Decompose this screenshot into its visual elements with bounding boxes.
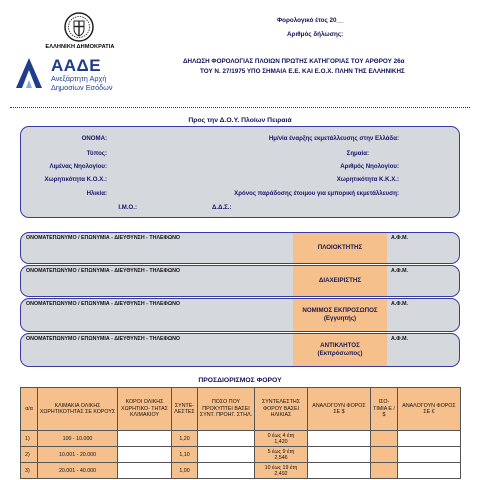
fiscal-year-label: Φορολογικό έτος 20__ [277,17,344,24]
table-row [21,463,461,479]
amount-input[interactable] [198,463,255,479]
agency-full-name [51,75,113,92]
column-header: ΙΣΟ- ΤΙΜΙΑ Ε / $ [371,388,398,431]
registry-number-label: Αριθμός Νηολογίου: [340,163,399,170]
party-row-proxy [20,333,460,367]
amount-input[interactable] [198,447,255,463]
column-header: ΣΥΝΤΕ- ΛΕΣΤΕΣ [172,388,198,431]
tax-eur-input[interactable] [398,431,461,447]
rate-value: 1,20 [172,431,198,447]
party-role-line1: ΑΝΤΙΚΛΗΤΟΣ [320,342,360,349]
header-divider [10,107,470,108]
dds-label: Δ.Δ.Σ.: [212,204,232,211]
party-role [293,299,387,331]
tax-usd-input[interactable] [308,447,371,463]
age-rate-value: 1,420 [274,438,288,445]
column-header: ΚΛΙΜΑΚΙΑ ΟΛΙΚΗΣ ΧΩΡΗΤΙΚΟΤΗΤΑΣ ΣΕ ΚΟΡΟΥΣ [38,388,118,431]
party-row-owner [20,232,460,264]
party-afm-label: Α.Φ.Μ. [391,235,409,241]
tax-usd-input[interactable] [308,431,371,447]
column-header: ΑΝΑΛΟΓΟΥΝ ΦΟΡΟΣ ΣΕ € [398,388,461,431]
column-header: ΠΟΣΟ ΠΟΥ ΠΡΟΚΥΠΤΕΙ ΒΑΣΕΙ ΣΥΝΤ. ΠΡΟΗΓ. ΣΤΗΛ. [198,388,255,431]
form-title-line1: ΔΗΛΩΣΗ ΦΟΡΟΛΟΓΙΑΣ ΠΛΟΙΩΝ ΠΡΩΤΗΣ ΚΑΤΗΓΟΡΙΑΣ ΤΟΥ ΑΡΘΡΟΥ 26α [183,58,405,65]
rate-value: 1,10 [172,447,198,463]
agency-full-name-line2: Δημοσίων Εσόδων [51,82,113,92]
greek-emblem-icon [64,12,94,42]
party-afm-label: Α.Φ.Μ. [391,301,409,307]
tax-calculation-table [20,387,461,479]
agency-full-name-line1: Ανεξάρτητη Αρχή [51,74,107,83]
tax-usd-input[interactable] [308,463,371,479]
exchange-rate-cell [371,463,398,479]
party-fields-label: ΟΝΟΜΑΤΕΠΩΝΥΜΟ / ΕΠΩΝΥΜΙΑ - ΔΙΕΥΘΥΝΣΗ - ΤΗΛΕΦΩΝΟ [26,301,181,307]
table-row [21,447,461,463]
exchange-rate-cell [371,431,398,447]
party-fields-label: ΟΝΟΜΑΤΕΠΩΝΥΜΟ / ΕΠΩΝΥΜΙΑ - ΔΙΕΥΘΥΝΣΗ - ΤΗΛΕΦΩΝΟ [26,268,181,274]
party-role [293,266,387,296]
age-range: 10 έως 19 έτη [264,464,298,471]
tonnage-bracket: 100 - 10.000 [38,431,118,447]
age-rate-cell [255,447,308,463]
tax-eur-input[interactable] [398,447,461,463]
tax-office-heading: Προς την Δ.Ο.Υ. Πλοίων Πειραιά [188,117,292,124]
gross-tonnage-label: Χωρητικότητα Κ.Ο.Χ.: [44,176,107,183]
hellenic-republic-caption: ΕΛΛΗΝΙΚΗ ΔΗΜΟΚΡΑΤΙΑ [45,44,115,50]
port-of-registry-label: Λιμένας Νηολογίου: [49,163,107,170]
ship-age-label: Ηλικία: [86,190,107,197]
party-afm-label: Α.Φ.Μ. [391,268,409,274]
row-number: 3) [21,463,38,479]
party-role-line1: ΔΙΑΧΕΙΡΙΣΤΗΣ [318,277,362,284]
party-role-line2: (Εγγυητής) [323,315,357,322]
age-rate-cell [255,463,308,479]
party-afm-label: Α.Φ.Μ. [391,336,409,342]
age-rate-value: 2,546 [274,454,288,461]
bracket-tons-input[interactable] [118,431,172,447]
party-role [293,334,387,366]
party-role [293,233,387,263]
flag-label: Σημαία: [346,150,369,157]
form-title-line2: ΤΟΥ Ν. 27/1975 ΥΠΟ ΣΗΜΑΙΑ Ε.Ε. ΚΑΙ Ε.Ο.Χ. ΠΛΗΝ ΤΗΣ ΕΛΛΗΝΙΚΗΣ [200,68,405,75]
bracket-tons-input[interactable] [118,447,172,463]
party-role-line1: ΠΛΟΙΟΚΤΗΤΗΣ [317,244,363,251]
party-fields-label: ΟΝΟΜΑΤΕΠΩΝΥΜΟ / ΕΠΩΝΥΜΙΑ - ΔΙΕΥΘΥΝΣΗ - ΤΗΛΕΦΩΝΟ [26,336,181,342]
declaration-number-label: Αριθμός δήλωσης: [287,31,344,38]
row-number: 2) [21,447,38,463]
column-header: ΚΟΡΟΙ ΟΛΙΚΗΣ ΧΩΡΗΤΙΚΟ- ΤΗΤΑΣ ΚΛΙΜΑΚΙΟΥ [118,388,172,431]
operation-start-date-label: Ημ/νία έναρξης εκμετάλλευσης στην Ελλάδα: [268,135,399,142]
column-header: ΣΥΝΤΕΛΕΣΤΗΣ ΦΟΡΟΥ ΒΑΣΕΙ ΗΛΙΚΙΑΣ [255,388,308,431]
table-header-row [21,388,461,431]
tonnage-bracket: 20.001 - 40.000 [38,463,118,479]
party-role-line2: (Εκπρόσωπος) [317,350,363,357]
agency-logo-text: ΑΑΔΕ [51,56,102,75]
amount-input[interactable] [198,431,255,447]
party-row-legal-representative [20,298,460,332]
column-header: ΑΝΑΛΟΓΟΥΝ ΦΟΡΟΣ ΣΕ $ [308,388,371,431]
column-header: α/α [21,388,38,431]
party-fields-label: ΟΝΟΜΑΤΕΠΩΝΥΜΟ / ΕΠΩΝΥΜΙΑ - ΔΙΕΥΘΥΝΣΗ - ΤΗΛΕΦΩΝΟ [26,235,181,241]
age-range: 5 έως 9 έτη [267,448,295,455]
tax-eur-input[interactable] [398,463,461,479]
ship-name-label: ΟΝΟΜΑ: [81,135,107,142]
party-row-manager [20,265,460,297]
age-rate-value: 2,492 [274,470,288,477]
aade-logo-icon [16,58,42,88]
age-rate-cell [255,431,308,447]
delivery-time-label: Χρόνος παράδοσης έτοιμου για εμπορική εκμετάλλευση: [234,190,399,197]
row-number: 1) [21,431,38,447]
age-range: 0 έως 4 έτη [267,432,295,439]
tonnage-bracket: 10.001 - 20.000 [38,447,118,463]
net-tonnage-label: Χωρητικότητα Κ.Κ.Χ.: [336,176,399,183]
rate-value: 1,00 [172,463,198,479]
party-role-line1: ΝΟΜΙΜΟΣ ΕΚΠΡΟΣΩΠΟΣ [302,307,378,314]
tax-calculation-heading: ΠΡΟΣΔΙΟΡΙΣΜΟΣ ΦΟΡΟΥ [198,377,282,384]
bracket-tons-input[interactable] [118,463,172,479]
imo-label: Ι.Μ.Ο.: [118,204,137,211]
ship-type-label: Τύπος: [86,150,107,157]
exchange-rate-cell [371,447,398,463]
table-row [21,431,461,447]
